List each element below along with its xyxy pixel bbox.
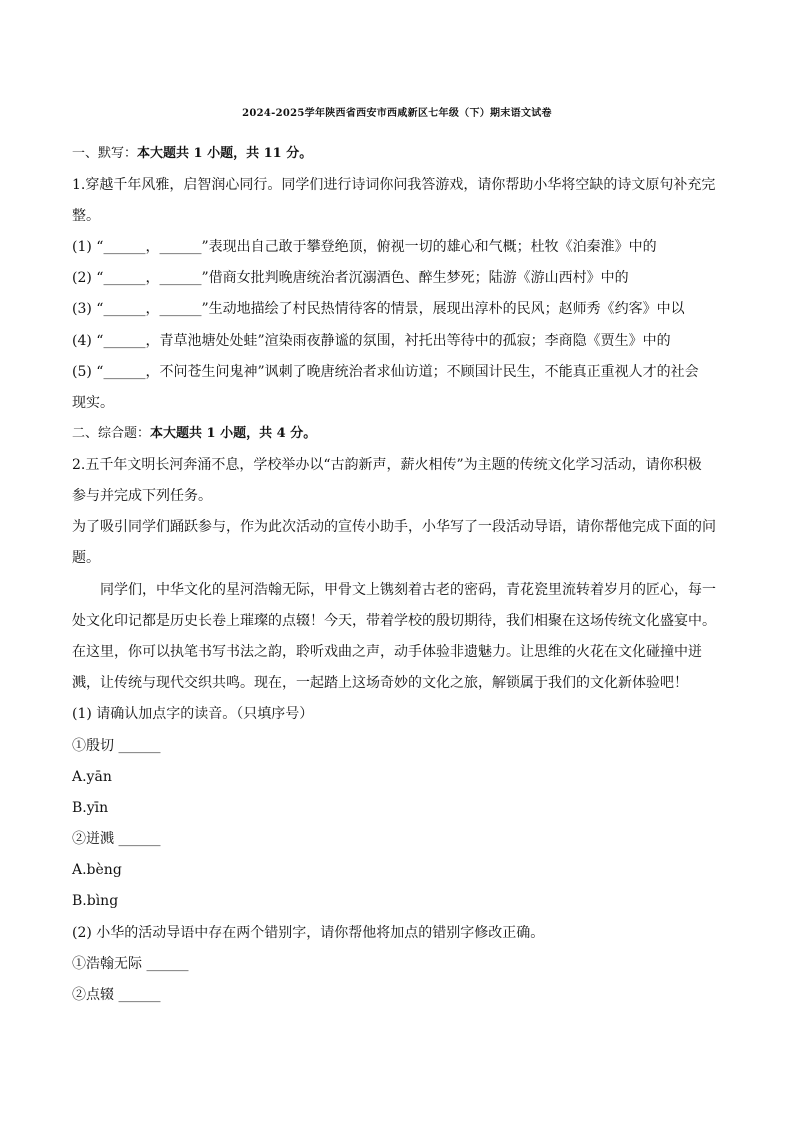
question-1-item-4: (4) “______，青草池塘处处蛙”渲染雨夜静谧的氛围，衬托出等待中的孤寂；李商隐《贾生》中的 bbox=[72, 333, 671, 349]
section-label: 二、综合题： bbox=[72, 426, 151, 441]
section-label: 一、默写： bbox=[72, 146, 138, 161]
sub-question-1: (1) 请确认加点字的读音。（只填序号） bbox=[72, 706, 314, 722]
option-a: A.bèng bbox=[72, 862, 122, 878]
question-1-item-5-cont: 现实。 bbox=[72, 395, 114, 411]
sub-question-2: (2) 小华的活动导语中存在两个错别字，请你帮他将加点的错别字修改正确。 bbox=[72, 925, 545, 941]
option-b: B.bìng bbox=[72, 893, 119, 909]
section-heading-2 bbox=[72, 424, 316, 444]
question-1-stem-cont: 整。 bbox=[72, 208, 100, 224]
question-2-intro: 为了吸引同学们踊跃参与，作为此次活动的宣传小助手，小华写了一段活动导语，请你帮他完成下面的问 bbox=[72, 519, 716, 535]
page-title: 2024-2025学年陕西省西安市西咸新区七年级（下）期末语文试卷 bbox=[242, 108, 552, 119]
section-description: 本大题共 1 小题，共 11 分。 bbox=[137, 146, 313, 161]
question-1-item-5: (5) “______，不问苍生问鬼神”讽刺了晚唐统治者求仙访道；不顾国计民生，不能真正重视人才的社会 bbox=[72, 364, 699, 380]
sub-question-2-b: ②点辍 ______ bbox=[72, 987, 161, 1003]
question-1-stem: 1.穿越千年风雅，启智润心同行。同学们进行诗词你问我答游戏，请你帮助小华将空缺的诗文原句补充完 bbox=[72, 177, 716, 193]
question-1-item-1: (1) “______，______”表现出自己敢于攀登绝顶，俯视一切的雄心和气概；杜牧《泊秦淮》中的 bbox=[72, 239, 657, 255]
question-1-item-2: (2) “______，______”借商女批判晚唐统治者沉溺酒色、醉生梦死；陆游《游山西村》中的 bbox=[72, 270, 629, 286]
option-b: B.yīn bbox=[72, 800, 109, 816]
section-heading-1 bbox=[72, 144, 312, 164]
passage-line-4: 溅，让传统与现代交织共鸣。现在，一起踏上这场奇妙的文化之旅，解锁属于我们的文化新体验吧！ bbox=[72, 675, 688, 691]
sub-question-2-a: ①浩翰无际 ______ bbox=[72, 956, 189, 972]
question-2-stem: 2.五千年文明长河奔涌不息，学校举办以“古韵新声，薪火相传”为主题的传统文化学习活动，请你积极 bbox=[72, 457, 702, 473]
section-description: 本大题共 1 小题，共 4 分。 bbox=[150, 426, 317, 441]
passage-line-3: 在这里，你可以执笔书写书法之韵，聆听戏曲之声，动手体验非遗魅力。让思维的火花在文化碰撞中迸 bbox=[72, 644, 702, 660]
passage-line-1: 同学们，中华文化的星河浩翰无际，甲骨文上镌刻着古老的密码，青花瓷里流转着岁月的匠心，每一 bbox=[100, 582, 716, 598]
question-2-intro-cont: 题。 bbox=[72, 550, 100, 566]
sub-question-1-a: ①殷切 ______ bbox=[72, 738, 161, 754]
passage-line-2: 处文化印记都是历史长卷上璀璨的点辍！今天，带着学校的殷切期待，我们相聚在这场传统文化盛宴中。 bbox=[72, 613, 716, 629]
question-2-stem-cont: 参与并完成下列任务。 bbox=[72, 488, 212, 504]
sub-question-1-b: ②迸溅 ______ bbox=[72, 831, 161, 847]
option-a: A.yān bbox=[72, 769, 112, 785]
question-1-item-3: (3) “______，______”生动地描绘了村民热情待客的情景，展现出淳朴的民风；赵师秀《约客》中以 bbox=[72, 301, 685, 317]
